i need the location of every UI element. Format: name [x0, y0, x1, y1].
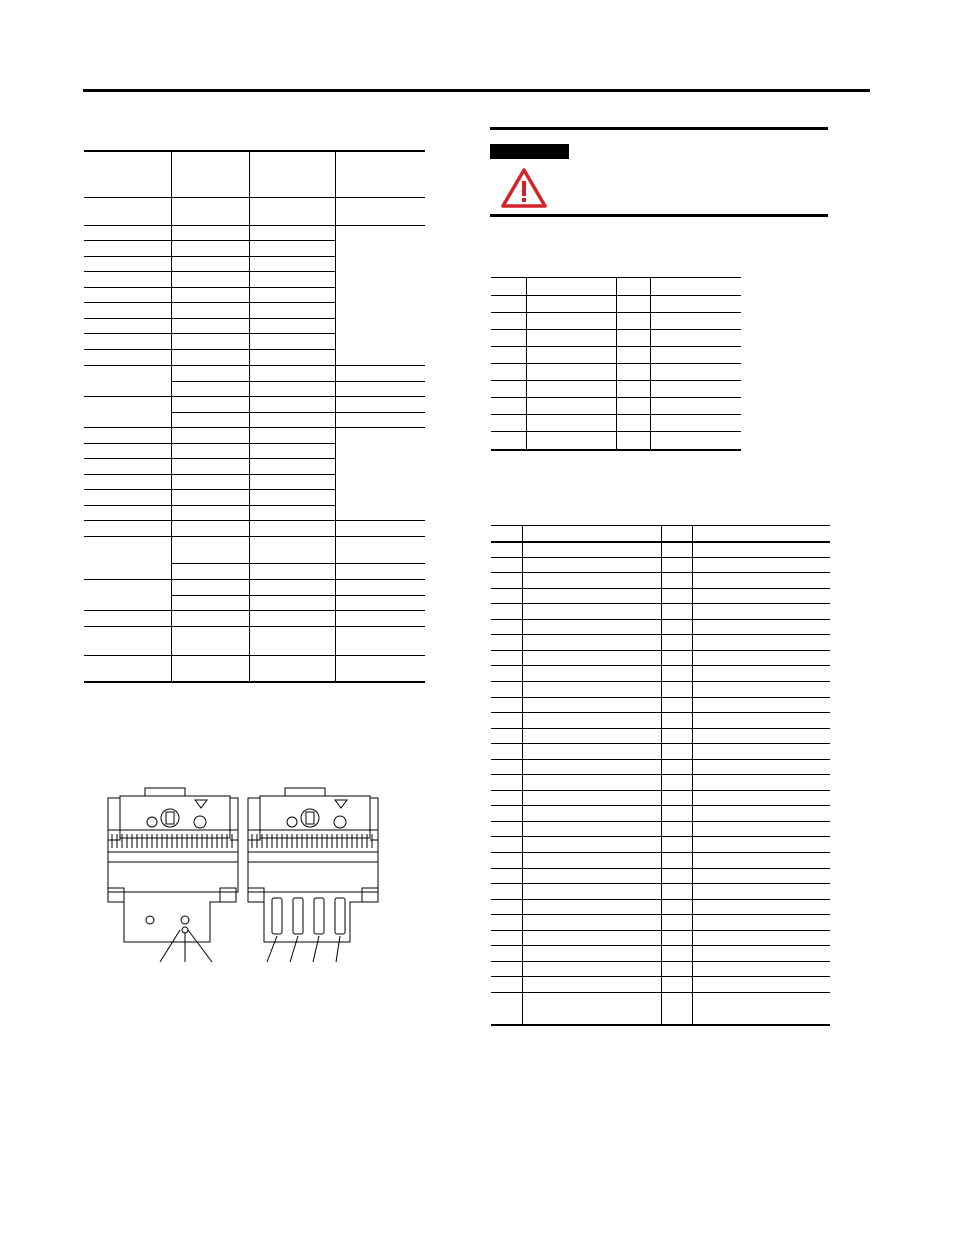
table-rule [171, 563, 425, 564]
table-rule [84, 505, 335, 506]
table-rule [84, 626, 425, 627]
table-rule [84, 225, 425, 226]
table-rule [84, 427, 425, 428]
table-rule [84, 256, 335, 257]
table-rule [84, 365, 425, 366]
connector-pin-table-1 [491, 277, 741, 451]
table-rule [84, 489, 335, 490]
table-rule [84, 655, 425, 656]
module-right [248, 788, 378, 962]
connector-pin-table-2 [491, 525, 830, 1027]
table-rule [84, 610, 425, 611]
table-rule [84, 458, 335, 459]
table-column-rule [616, 277, 617, 451]
table-column-rule [692, 525, 693, 1026]
table-rule [84, 197, 425, 198]
table-rule [84, 287, 335, 288]
table-rule [84, 443, 335, 444]
table-column-rule [661, 525, 662, 1026]
table-column-rule [335, 150, 336, 683]
table-rule [84, 318, 335, 319]
table-column-rule [526, 277, 527, 451]
table-rule [84, 396, 425, 397]
table-rule [84, 520, 425, 521]
table-column-rule [522, 525, 523, 1026]
table-rule [84, 333, 335, 334]
table-rule [84, 349, 335, 350]
table-rule [84, 681, 425, 683]
table-column-rule [650, 277, 651, 451]
table-rule [84, 271, 335, 272]
warning-bottom-rule [490, 214, 828, 217]
header-rule [83, 89, 870, 92]
module-left [108, 788, 238, 962]
table-rule [84, 240, 335, 241]
table-rule [171, 412, 425, 413]
warning-triangle-icon [501, 168, 547, 208]
warning-tag [490, 144, 569, 159]
table-rule [84, 536, 425, 537]
table-rule [84, 474, 335, 475]
table-rule [84, 302, 335, 303]
module-illustration [100, 780, 390, 965]
table-rule [84, 150, 425, 152]
table-rule [171, 595, 425, 596]
table-column-rule [249, 150, 250, 683]
table-rule [84, 579, 425, 580]
table-column-rule [171, 150, 172, 683]
table-rule [171, 381, 425, 382]
warning-box [490, 127, 828, 217]
warning-top-rule [490, 127, 828, 130]
